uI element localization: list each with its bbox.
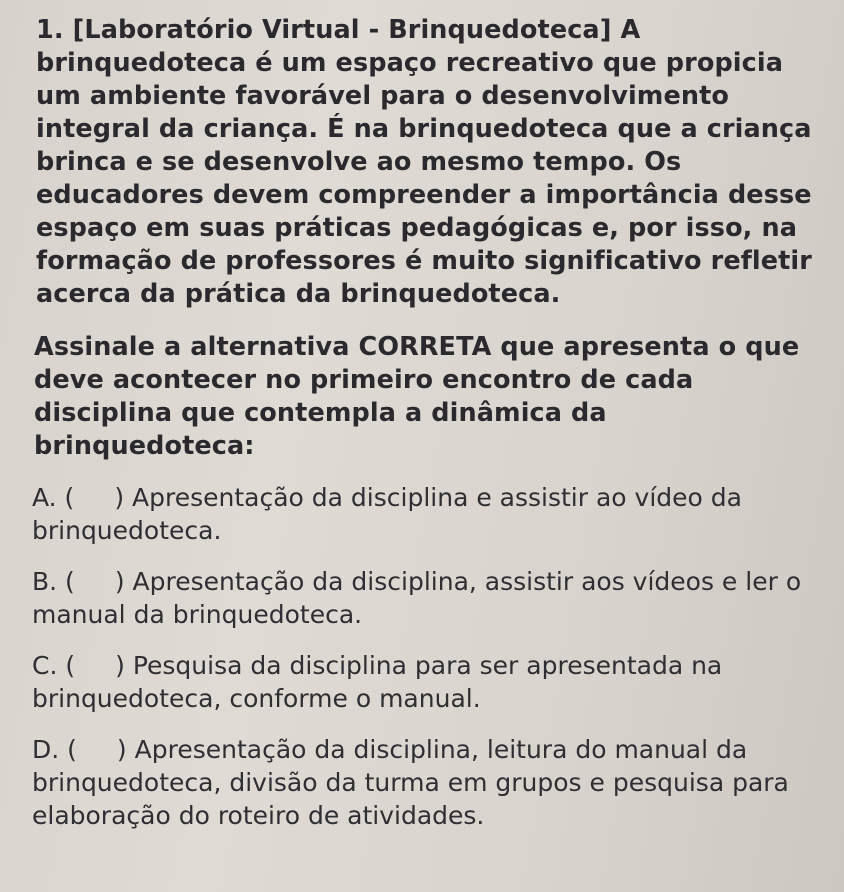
question-statement bbox=[18, 14, 826, 311]
option-d-letter: D. ( bbox=[32, 735, 77, 764]
option-c-letter: C. ( bbox=[32, 651, 76, 680]
question-text: A brinquedoteca é um espaço recreativo que propicia um ambiente favorável para o desenvolvimento integral da criança. É na brinquedoteca que a criança brinca e se desenvolve ao mesmo tempo. Os educadores devem compreender a importância desse espaço em suas práticas pedagógicas e, por isso, na formação de professores é muito significativo refletir acerca da prática da brinquedoteca. bbox=[36, 15, 812, 309]
option-c-text: Pesquisa da disciplina para ser apresentada na brinquedoteca, conforme o manual. bbox=[32, 651, 723, 713]
option-a[interactable] bbox=[18, 481, 826, 547]
option-a-close: ) bbox=[114, 483, 125, 512]
answer-options bbox=[18, 481, 826, 832]
option-b-text: Apresentação da disciplina, assistir aos vídeos e ler o manual da brinquedoteca. bbox=[32, 567, 802, 629]
option-d-close: ) bbox=[116, 735, 127, 764]
question-tag: [Laboratório Virtual - Brinquedoteca] bbox=[72, 15, 612, 45]
question-number: 1. bbox=[36, 15, 64, 45]
option-b[interactable] bbox=[18, 565, 826, 631]
question-instruction: Assinale a alternativa CORRETA que apresenta o que deve acontecer no primeiro encontro de cada disciplina que contempla a dinâmica da brinquedoteca: bbox=[34, 332, 800, 461]
option-c[interactable] bbox=[18, 649, 826, 715]
option-a-letter: A. ( bbox=[32, 483, 75, 512]
option-b-letter: B. ( bbox=[32, 567, 75, 596]
option-b-close: ) bbox=[114, 567, 125, 596]
option-d-text: Apresentação da disciplina, leitura do manual da brinquedoteca, divisão da turma em grupos e pesquisa para elaboração do roteiro de atividades. bbox=[32, 735, 789, 830]
option-c-close: ) bbox=[115, 651, 125, 680]
option-a-text: Apresentação da disciplina e assistir ao vídeo da brinquedoteca. bbox=[32, 483, 742, 545]
option-d[interactable] bbox=[18, 733, 826, 832]
